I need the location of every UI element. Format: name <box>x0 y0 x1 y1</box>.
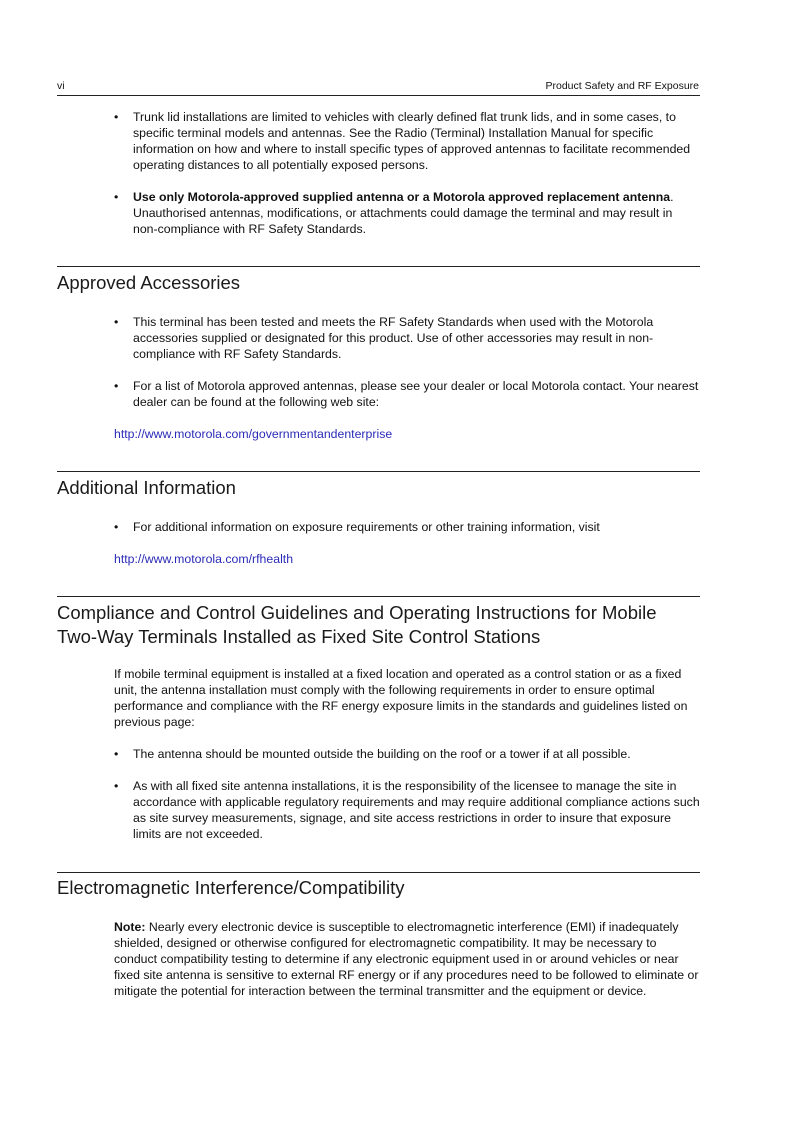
motorola-rfhealth-link[interactable]: http://www.motorola.com/rfhealth <box>114 552 294 566</box>
note-label: Note: <box>114 920 146 934</box>
top-bullet-list <box>114 109 700 237</box>
list-item <box>114 109 700 173</box>
list-item <box>114 519 700 535</box>
compliance-heading-line1: Compliance and Control Guidelines and Operating Instructions for Mobile <box>57 602 657 623</box>
approved-accessories-heading: Approved Accessories <box>57 272 241 293</box>
additional-information-list <box>114 519 700 535</box>
bullet-text: This terminal has been tested and meets the RF Safety Standards when used with the Motorola accessories supplied or designated for this product. Use of other accessories may result in non-compliance with RF Safety Standards. <box>133 315 654 361</box>
section-divider <box>57 872 700 873</box>
compliance-heading <box>57 601 707 648</box>
compliance-heading-line2: Two-Way Terminals Installed as Fixed Site Control Stations <box>57 625 541 647</box>
motorola-governmentandenterprise-link[interactable]: http://www.motorola.com/governmentandenterprise <box>114 427 393 441</box>
approved-accessories-list <box>114 314 700 410</box>
bullet-icon: • <box>114 110 119 124</box>
section-divider <box>57 471 700 472</box>
emi-note <box>114 919 700 999</box>
note-text: Nearly every electronic device is susceptible to electromagnetic interference (EMI) if inadequately shielded, designed or otherwise configured for electromagnetic compatibility. It may be necessary to conduct compatibility testing to determine if any electronic equipment used in or around vehicles or near fixed site antenna is sensitive to external RF energy or if any procedures need to be followed to eliminate or mitigate the potential for interaction between the terminal transmitter and the equipment or device. <box>114 920 699 998</box>
section-divider <box>57 266 700 267</box>
bullet-text: Trunk lid installations are limited to vehicles with clearly defined flat trunk lids, and in some cases, to specific terminal models and antennas. See the Radio (Terminal) Installation Manual for specific information on how and where to install specific types of approved antennas to facilitate recommended operating distances to all potentially exposed persons. <box>133 110 691 172</box>
page-header <box>57 79 700 96</box>
bullet-text: The antenna should be mounted outside the building on the roof or a tower if at all possible. <box>133 747 631 761</box>
bullet-text: For a list of Motorola approved antennas, please see your dealer or local Motorola contact. Your nearest dealer can be found at the following web site: <box>133 379 699 409</box>
bullet-text: For additional information on exposure requirements or other training information, visit <box>133 520 600 534</box>
list-item <box>114 746 700 762</box>
bullet-icon: • <box>114 779 119 793</box>
bullet-bold-text: Use only Motorola-approved supplied antenna or a Motorola approved replacement antenna <box>133 190 671 204</box>
list-item <box>114 378 700 410</box>
compliance-list <box>114 746 700 842</box>
emi-heading: Electromagnetic Interference/Compatibility <box>57 877 405 898</box>
list-item <box>114 189 700 237</box>
bullet-icon: • <box>114 190 119 204</box>
page-number: vi <box>57 80 65 92</box>
bullet-text: As with all fixed site antenna installations, it is the responsibility of the licensee to manage the site in accordance with applicable regulatory requirements and may require additional compliance actions such as site survey measurements, signage, and site access restrictions in order to insure that exposure limits are not exceeded. <box>133 779 700 841</box>
bullet-icon: • <box>114 379 119 393</box>
compliance-intro: If mobile terminal equipment is installed at a fixed location and operated as a control station or as a fixed unit, the antenna installation must comply with the following requirements in order to ensure optimal performance and compliance with the RF energy exposure limits in the standards and guidelines listed on previous page: <box>114 667 688 729</box>
bullet-icon: • <box>114 315 119 329</box>
list-item <box>114 778 700 842</box>
bullet-icon: • <box>114 747 119 761</box>
bullet-icon: • <box>114 520 119 534</box>
list-item <box>114 314 700 362</box>
section-divider <box>57 596 700 597</box>
additional-information-heading: Additional Information <box>57 477 236 498</box>
bullet-text: . Unauthorised antennas, modifications, or attachments could damage the terminal and may result in non-compliance with RF Safety Standards. <box>133 190 674 236</box>
running-title: Product Safety and RF Exposure <box>545 80 699 92</box>
